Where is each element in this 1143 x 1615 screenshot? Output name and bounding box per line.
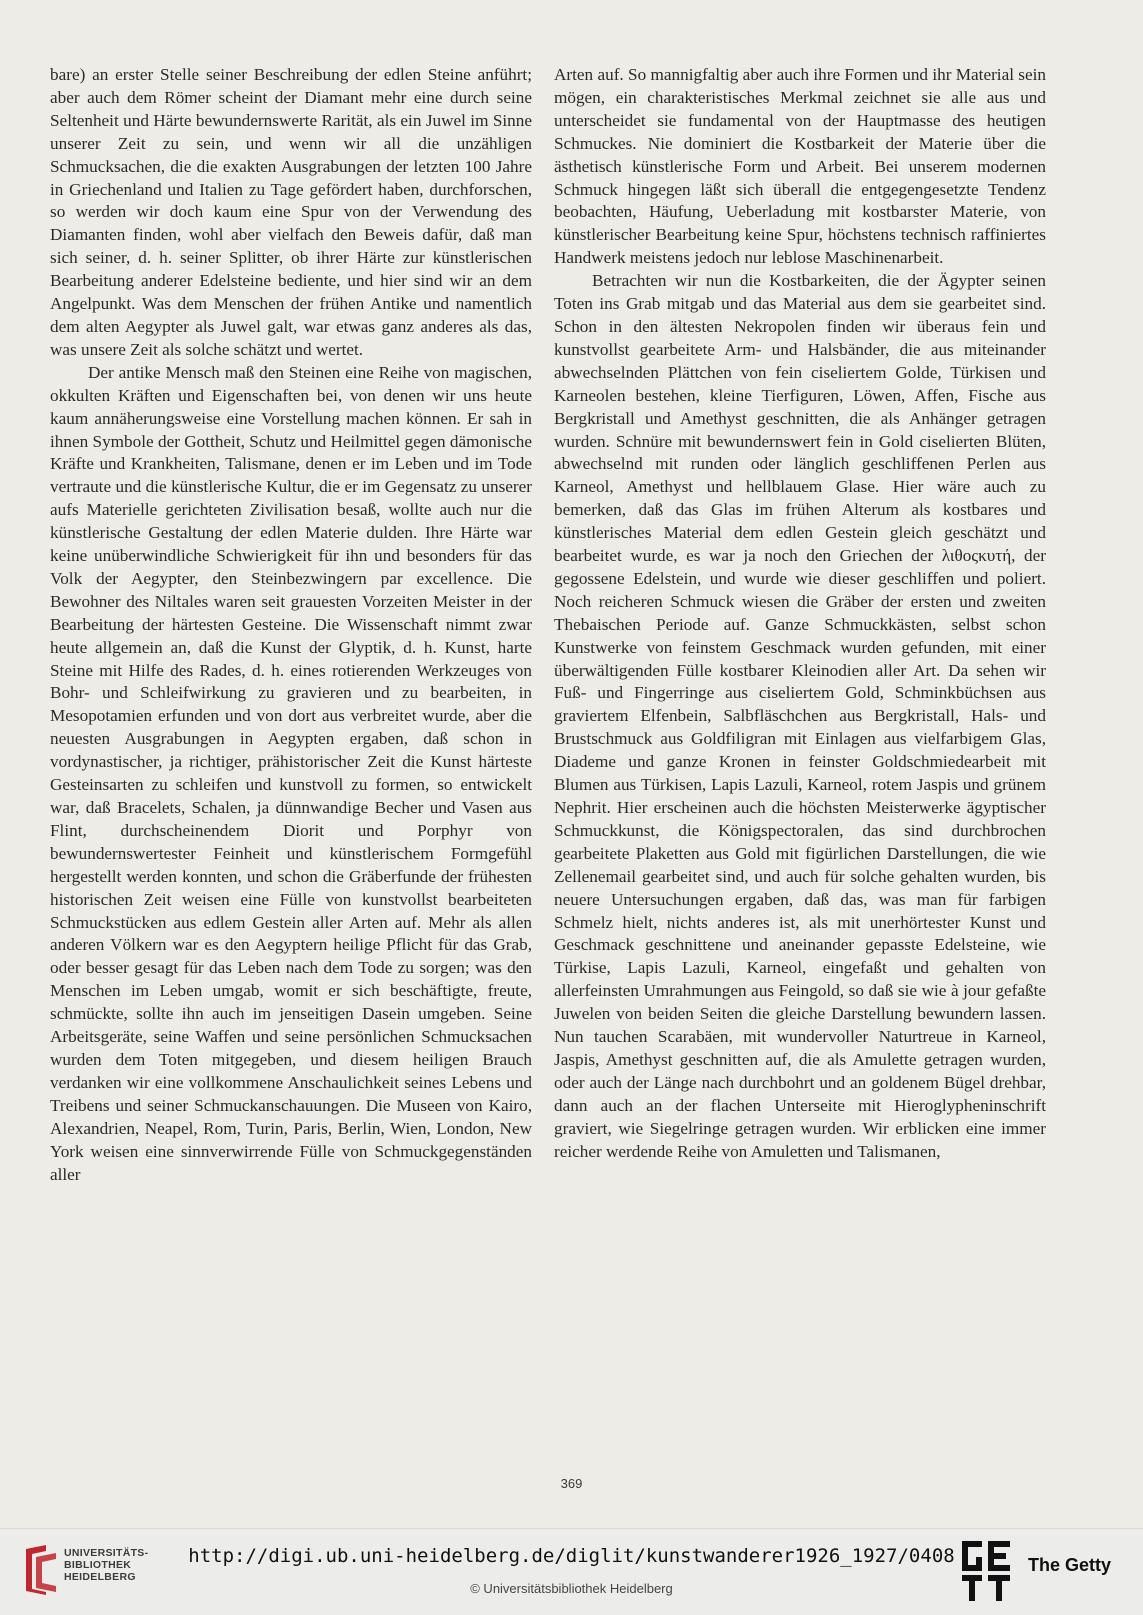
left-paragraph-2: Der antike Mensch maß den Steinen eine Reihe von magischen, okkulten Kräften und Eigenschaften bei, von denen wir uns heute kaum annäherungsweise eine Vorstellung machen können. Er sah in ihnen Symbole der Gottheit, Schutz und Heilmittel gegen dämonische Kräfte und Krankheiten, Talismane, denen er im Leben und im Tode vertraute und die künstlerische Kultur, die er im Gegensatz zu unserer aufs Materielle gerichteten Zivilisation besaß, wollte auch nur die künstlerische Gestaltung der edlen Materie dulden. Ihre Härte war keine unüberwindliche Schwierigkeit für ihn und besonders für das Volk der Aegypter, den Steinbezwingern par excellence. Die Bewohner des Niltales waren seit grauesten Vorzeiten Meister in der Bearbeitung der härtesten Gesteine. Die Wissenschaft nimmt zwar heute allgemein an, daß die Kunst der Glyptik, d. h. Kunst, harte Steine mit Hilfe des Rades, d. h. eines rotierenden Werkzeuges von Bohr- und Schleifwirkung zu gravieren und zu bearbeiten, in Mesopotamien erfunden und von dort aus verbreitet wurde, aber die neuesten Ausgrabungen in Aegypten ergaben, daß schon in vordynastischer, ja richtiger, prähistorischer Zeit die Kunst härteste Gesteinsarten zu schleifen und kunstvoll zu formen, so entwickelt war, daß Bracelets, Schalen, ja dünnwandige Becher und Vasen aus Flint, durchscheinendem Diorit und Porphyr von bewundernswertester Feinheit und künstlerischem Formgefühl hergestellt werden konnten, und schon die Gräberfunde der frühesten historischen Zeit weisen eine Fülle von kunstvollst bearbeiteten Schmuckstücken aus edlem Gestein aller Arten auf. Mehr als allen anderen Völkern war es den Aegyptern heilige Pflicht für das Grab, oder besser gesagt für das Leben nach dem Tode zu sorgen; was den Menschen im Leben umgab, womit er sich beschäftigte, freute, schmückte, sollte ihn auch im jenseitigen Dasein umgeben. Seine Arbeitsgeräte, seine Waffen und seine persönlichen Schmucksachen wurden dem Toten mitgegeben, und diesem heiligen Brauch verdanken wir eine vollkommene Anschaulichkeit seines Lebens und Treibens und seiner Schmuckanschauungen. Die Museen von Kairo, Alexandrien, Neapel, Rom, Turin, Paris, Berlin, Wien, London, New York weisen eine sinnverwirrende Fülle von Schmuckgegenständen aller bbox=[50, 362, 532, 1184]
getty-logo-icon[interactable] bbox=[960, 1537, 1012, 1605]
right-paragraph-2: Betrachten wir nun die Kostbarkeiten, die der Ägypter seinen Toten ins Grab mitgab und das Material aus dem sie gearbeitet sind. Schon in den ältesten Nekropolen finden wir überaus fein und kunstvollst gearbeitete Arm- und Halsbänder, die aus miteinander abwechselnden Plättchen von fein ciseliertem Golde, Türkisen und Karneolen bestehen, kleine Tierfiguren, Löwen, Affen, Fische aus Bergkristall und Amethyst geschnitten, die als Anhänger getragen wurden. Schnüre mit bewundernswert fein in Gold ciselierten Blüten, abwechselnd mit runden oder länglich geschliffenen Perlen aus Karneol, Amethyst und hellblauem Glase. Hier wäre auch zu bemerken, daß das Glas im frühen Alterum als kostbares und künstlerisches Material dem edlen Gestein gleich geschätzt und bearbeitet wurde, es war ja noch den Griechen der λιθοςκυτή, der gegossene Edelstein, und wurde wie dieser geschliffen und poliert. Noch reicheren Schmuck wiesen die Gräber der ersten und zweiten Thebaischen Periode auf. Ganze Schmuckkästen, selbst schon Kunstwerke von feinstem Geschmack wurden gefunden, mit einer überwältigenden Fülle kostbarer Kleinodien aller Art. Da sehen wir Fuß- und Fingerringe aus ciseliertem Gold, Schminkbüchsen aus graviertem Elfenbein, Salbfläschchen aus Bergkristall, Hals- und Brustschmuck aus Goldfiligran mit Einlagen aus vielfarbigem Glas, Diademe und ganze Kronen in feinster Goldschmiedearbeit mit Blumen aus Türkisen, Lapis Lazuli, Karneol, rotem Jaspis und grünem Nephrit. Hier erscheinen auch die höchsten Meisterwerke ägyptischer Schmuckkunst, die Königspectoralen, das sind durchbrochen gearbeitete Plaketten aus Gold mit figürlichen Darstellungen, die wie Zellenemail gearbeitet sind, und auch für solche gehalten wurden, bis neuere Untersuchungen ergaben, daß das, was man für farbigen Schmelz hielt, nichts anderes ist, als mit unerhörtester Kunst und Geschmack geschnittene und aneinander gepasste Edelsteine, wie Türkise, Lapis Lazuli, Karneol, eingefaßt und gehalten von allerfeinsten Umrahmungen aus Feingold, so daß sie wie à jour gefaßte Juwelen von beiden Seiten die gleiche Darstellung bewundern lassen. Nun tauchen Scarabäen, mit wundervoller Naturtreue in Karneol, Jaspis, Amethyst geschnitten auf, die als Amulette getragen wurden, oder auch der Länge nach durchbohrt und an goldenem Bügel drehbar, dann auch an der flachen Unterseite mit Hieroglypheninschrift graviert, wie Siegelringe getragen wurden. Wir erblicken eine immer reicher werdende Reihe von Amuletten und Talismanen, bbox=[554, 271, 1046, 1161]
permalink-url[interactable]: http://digi.ub.uni-heidelberg.de/diglit/kunstwanderer1926_1927/0408 bbox=[188, 1545, 955, 1567]
left-paragraph-1: bare) an erster Stelle seiner Beschreibung der edlen Steine anführt; aber auch dem Römer scheint der Diamant mehr eine durch seine Seltenheit und Härte bewundernswerte Rarität, als ein Juwel im Sinne unserer Zeit zu sein, und wenn wir all die unzähligen Schmucksachen, die die exakten Ausgrabungen der letzten 100 Jahre in Griechenland und Italien zu Tage gefördert haben, durchforschen, so werden wir doch kaum eine Spur von der Verwendung des Diamanten finden, wohl aber vielfach den Beweis dafür, daß man sich seiner, d. h. seiner Splitter, ob ihrer Härte zur künstlerischen Bearbeitung anderer Edelsteine bediente, und hier sind wir an dem Angelpunkt. Was dem Menschen der frühen Antike und namentlich dem alten Aegypter als Juwel galt, war etwas ganz anderes als das, was unsere Zeit als solche schätzt und wertet. bbox=[50, 65, 532, 359]
getty-text: The Getty bbox=[1028, 1555, 1112, 1575]
library-logo-text: UNIVERSITÄTS- BIBLIOTHEK HEIDELBERG bbox=[64, 1547, 149, 1583]
right-column bbox=[554, 64, 1046, 1164]
left-column bbox=[50, 64, 532, 1186]
right-paragraph-1: Arten auf. So mannigfaltig aber auch ihre Formen und ihr Material sein mögen, ein charakteristisches Merkmal zeichnet sie alle aus und unterscheidet sie fundamental von der Hauptmasse des heutigen Schmuckes. Nie dominiert die Kostbarkeit der Materie über die ästhetisch künstlerische Form und Arbeit. Bei unserem modernen Schmuck hingegen läßt sich überall die entgegengesetzte Tendenz beobachten, Häufung, Ueberladung mit kostbarster Materie, von künstlerischer Bearbeitung keine Spur, höchstens technisch raffiniertes Handwerk meistens jedoch nur leblose Maschinenarbeit. bbox=[554, 65, 1046, 268]
copyright-notice: © Universitätsbibliothek Heidelberg bbox=[470, 1581, 673, 1596]
page-number: 369 bbox=[560, 1476, 583, 1491]
footer-bar bbox=[0, 1528, 1143, 1615]
